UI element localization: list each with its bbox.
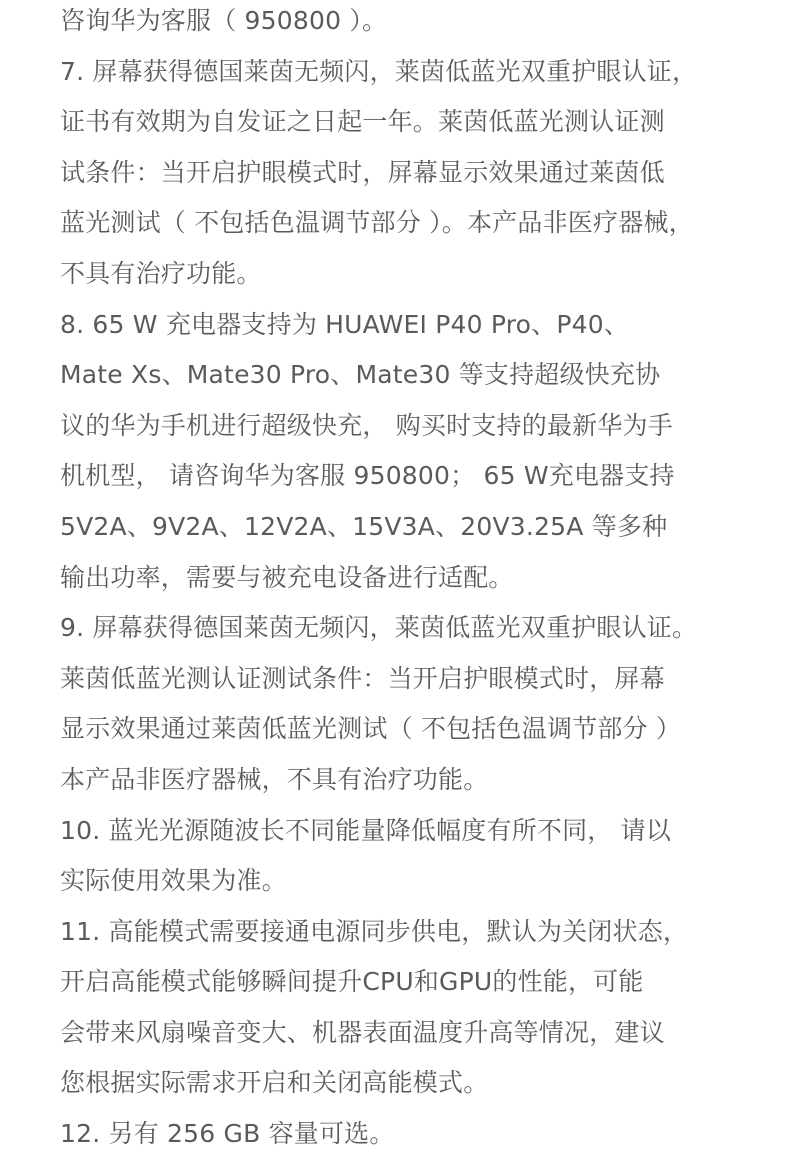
note-line: 输出功率，需要与被充电设备进行适配。 [60, 562, 514, 592]
note-line: 机机型， 请咨询华为客服 950800； 65 W充电器支持 [60, 461, 675, 491]
note-line: 9. 屏幕获得德国莱茵无频闪，莱茵低蓝光双重护眼认证。 [60, 613, 698, 643]
footnotes-block [60, 0, 780, 1164]
note-line: 12. 另有 256 GB 容量可选。 [60, 1119, 395, 1149]
note-line: 会带来风扇噪音变大、机器表面温度升高等情况，建议 [60, 1017, 665, 1047]
note-line: 显示效果通过莱茵低蓝光测试（ 不包括色温调节部分 ） [60, 714, 682, 744]
note-line: 8. 65 W 充电器支持为 HUAWEI P40 Pro、P40、 [60, 309, 630, 339]
note-line: 5V2A、9V2A、12V2A、15V3A、20V3.25A 等多种 [60, 511, 668, 541]
note-line: 莱茵低蓝光测认证测试条件：当开启护眼模式时，屏幕 [60, 663, 665, 693]
note-line: 7. 屏幕获得德国莱茵无频闪，莱茵低蓝光双重护眼认证， [60, 56, 698, 86]
note-line: 本产品非医疗器械，不具有治疗功能。 [60, 764, 489, 794]
note-line: Mate Xs、Mate30 Pro、Mate30 等支持超级快充协 [60, 360, 661, 390]
note-line: 不具有治疗功能。 [60, 258, 262, 288]
note-line: 11. 高能模式需要接通电源同步供电，默认为关闭状态， [60, 916, 689, 946]
note-line: 试条件：当开启护眼模式时，屏幕显示效果通过莱茵低 [60, 157, 665, 187]
note-line: 您根据实际需求开启和关闭高能模式。 [60, 1068, 489, 1098]
note-line: 蓝光测试（ 不包括色温调节部分 ）。本产品非医疗器械， [60, 208, 694, 238]
note-line: 10. 蓝光光源随波长不同能量降低幅度有所不同， 请以 [60, 815, 672, 845]
note-line: 证书有效期为自发证之日起一年。莱茵低蓝光测认证测 [60, 107, 665, 137]
note-line: 咨询华为客服（ 950800 ）。 [60, 6, 388, 35]
note-line: 开启高能模式能够瞬间提升CPU和GPU的性能，可能 [60, 967, 644, 997]
note-line: 议的华为手机进行超级快充， 购买时支持的最新华为手 [60, 410, 673, 440]
note-line: 实际使用效果为准。 [60, 866, 287, 896]
